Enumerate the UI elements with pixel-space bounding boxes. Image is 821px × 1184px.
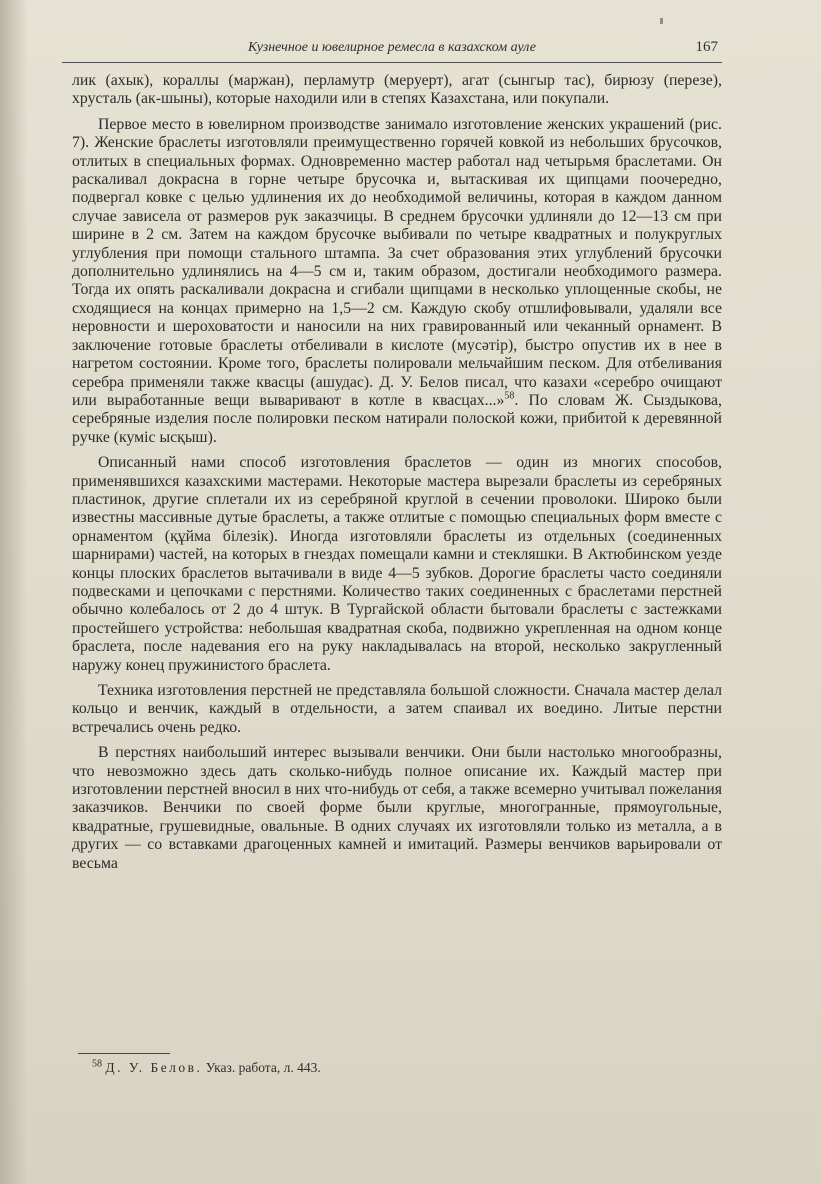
paragraph-2 (72, 116, 722, 447)
paragraph-3: Описанный нами способ изготовления браслетов — один из многих способов, применявшихся казахскими мастерами. Некоторые мастера вырезали браслеты из серебряных пластинок, другие сплетали их из серебряной круглой в сечении проволоки. Широко были известны массивные дутые браслеты, а также отлитые с помощью специальных форм вместе с орнаментом (құйма білезік). Иногда изготовляли браслеты из отдельных (соединенных шарнирами) частей, на которых в гнездах помещали камни и стекляшки. В Актюбинском уезде концы плоских браслетов вытачивали в виде 4—5 зубков. Дорогие браслеты часто соединяли подвесками и цепочками с перстнями. Количество таких соединенных с браслетами перстней обычно колебалось от 2 до 4 штук. В Тургайской области бытовали браслеты с застежками простейшего устройства: небольшая квадратная скоба, подвижно укрепленная на одном конце браслета, после надевания его на руку накладывалась на второй, несколько закругленный наружу конец пружинистого браслета. (72, 454, 722, 674)
page-header (62, 36, 722, 63)
paragraph-2-text: Первое место в ювелирном производстве занимало изготовление женских украшений (рис. 7). Женские браслеты изготовляли преимущественно горячей ковкой из небольших брусочков, отлитых в специальных формах. Одновременно мастер работал над четырьмя браслетами. Он раскаливал докрасна в горне четыре брусочка и, вытаскивая их щипцами поочередно, подвергал ковке с целью удлинения их до необходимой величины, которая в каждом данном случае зависела от размеров рук заказчицы. В среднем брусочки удлиняли до 12—13 см при ширине в 2 см. Затем на каждом брусочке выбивали по четыре квадратных и полукруглых углубления при помощи стального штампа. За счет образования этих углублений брусочки дополнительно удлинялись на 4—5 см и, таким образом, достигали необходимого размера. Тогда их опять раскаливали докрасна и сгибали щипцами в несколько уплощенные скобы, не сходящиеся на концах примерно на 1,5—2 см. Каждую скобу отшлифовывали, удаляли все неровности и шероховатости и наносили на них гравированный или чеканный орнамент. В заключение готовые браслеты отбеливали в кислоте (мусәтір), быстро опустив их в нее в нагретом состоянии. Кроме того, браслеты полировали мельчайшим песком. Для отбеливания серебра применяли также квасцы (ашудас). Д. У. Белов писал, что казахи «серебро очищают или выработанные вещи вываривают в котле в квасцах...» (72, 115, 722, 409)
footnote-reference: 58 (504, 390, 515, 402)
footnote-author: Д. У. Белов. (105, 1060, 203, 1075)
footnote-number: 58 (92, 1058, 102, 1070)
paragraph-2-tail: . По словам Ж. Сыздыкова, серебряные изделия после полировки песком натирали полоской кожи, прибитой к деревянной ручке (куміс ысқыш). (72, 391, 723, 446)
page-number: 167 (695, 39, 718, 55)
paragraph-1: лик (ахык), кораллы (маржан), перламутр (меруерт), агат (сынгыр тас), бирюзу (перезе), хрусталь (ак-шыны), которые находили или в степях Казахстана, или покупали. (72, 72, 722, 108)
footnote-rule (78, 1053, 170, 1054)
running-title: Кузнечное и ювелирное ремесла в казахском ауле (248, 40, 536, 55)
gutter-shadow (0, 0, 28, 1184)
paragraph-5: В перстнях наибольший интерес вызывали венчики. Они были настолько многообразны, что невозможно здесь дать сколько-нибудь полное описание их. Каждый мастер при изготовлении перстней вносил в них что-нибудь от себя, а также всемерно учитывал пожелания заказчиков. Венчики по своей форме были круглые, многогранные, прямоугольные, квадратные, грушевидные, овальные. В одних случаях их изготовляли только из металла, а в других — со вставками драгоценных камней и имитаций. Размеры венчиков варьировали от весьма (72, 744, 722, 872)
body-text (72, 72, 722, 880)
footnote (92, 1060, 692, 1076)
footnote-text: Указ. работа, л. 443. (202, 1060, 321, 1075)
paragraph-4: Техника изготовления перстней не представляла большой сложности. Сначала мастер делал кольцо и венчик, каждый в отдельности, а затем спаивал их воедино. Литые перстни встречались очень редко. (72, 682, 722, 736)
page-mark (660, 18, 663, 24)
